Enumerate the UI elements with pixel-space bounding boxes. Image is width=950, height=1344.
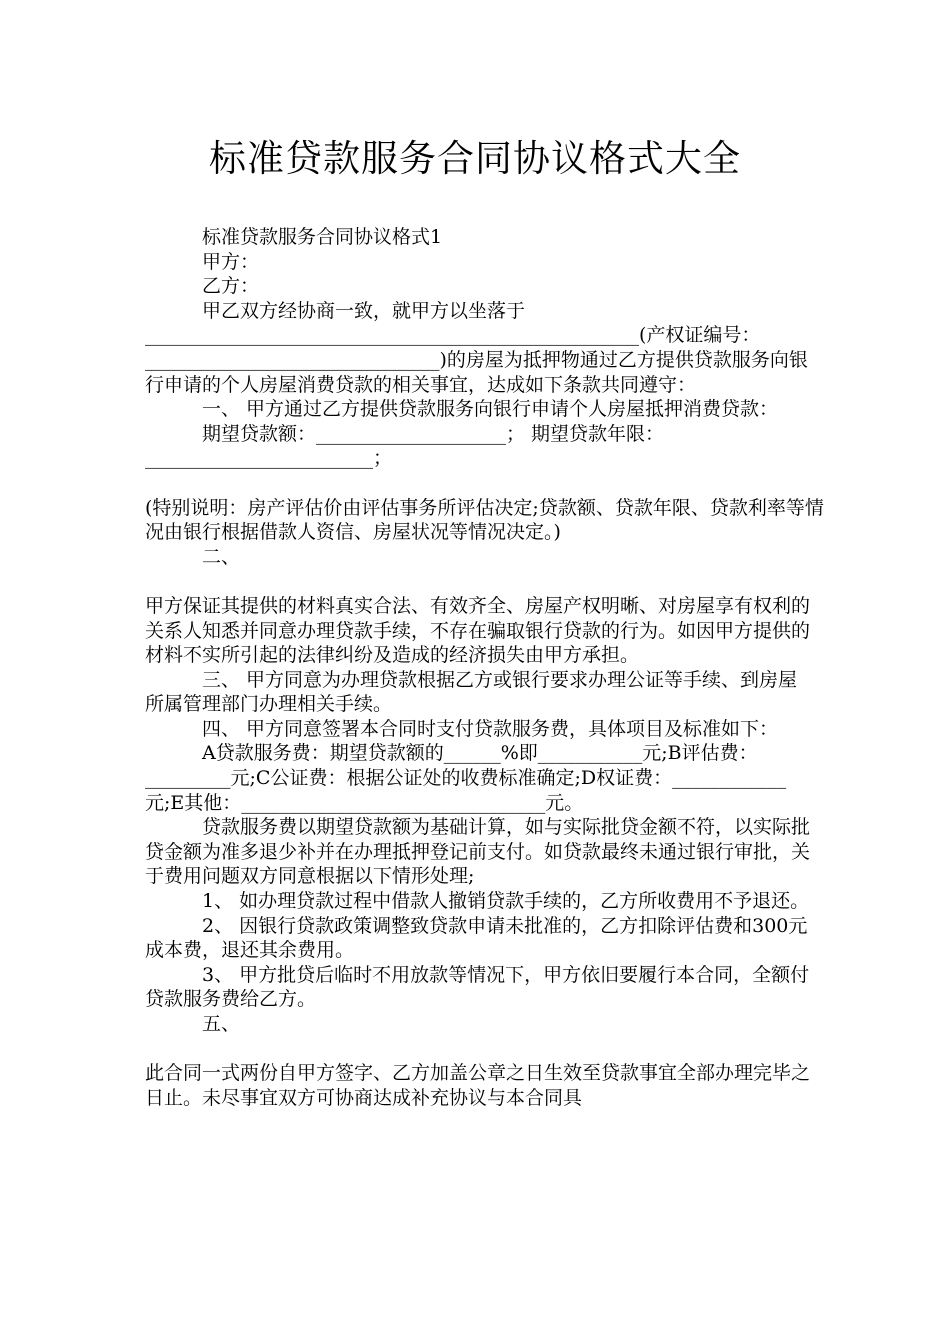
blank-line bbox=[145, 1037, 810, 1062]
clause-5-heading: 五、 bbox=[202, 1013, 241, 1035]
loan-amount-term-line: 期望贷款额：____________________； 期望贷款年限：________________________； bbox=[145, 422, 665, 470]
document-title: 标准贷款服务合同协议格式大全 bbox=[209, 137, 741, 180]
clause-5-paragraph: 此合同一式两份自甲方签字、乙方加盖公章之日生效至贷款事宜全部办理完毕之日止。未尽事宜双方可协商达成补充协议与本合同具 bbox=[145, 1062, 811, 1109]
clause-1-heading: 一、 甲方通过乙方提供贷款服务向银行申请个人房屋抵押消费贷款： bbox=[202, 398, 779, 421]
party-b-line: 乙方： bbox=[202, 275, 260, 298]
blank-line bbox=[145, 471, 810, 496]
clause-4-paragraph: 四、 甲方同意签署本合同时支付贷款服务费，具体项目及标准如下： bbox=[202, 717, 779, 740]
party-a-line: 甲方： bbox=[202, 250, 260, 273]
document-body bbox=[145, 225, 824, 1110]
clause-2-heading: 二、 bbox=[202, 545, 241, 568]
refund-case-2: 2、 因银行贷款政策调整致贷款申请未批准的，乙方扣除评估费和300元成本费，退还其余费用。 bbox=[145, 914, 808, 962]
fee-items-paragraph: A贷款服务费：期望贷款额的______%即___________元;B评估费：_________元;C公证费：根据公证处的收费标准确定;D权证费：____________元;E其他：________________________________元。 bbox=[145, 742, 787, 814]
blank-line bbox=[145, 569, 810, 594]
fee-basis-paragraph: 贷款服务费以期望贷款额为基础计算，如与实际批贷金额不符，以实际批贷金额为准多退少补并在办理抵押登记前支付。如贷款最终未通过银行审批，关于费用问题双方同意根据以下情形处理; bbox=[145, 816, 811, 888]
preamble-paragraph: 甲乙双方经协商一致，就甲方以坐落于____________________________________________________(产权证编号：_______________________________)的房屋为抵押物通过乙方提供贷款服务向银行申请的个人房屋消费贷款的相关事宜，达成如下条款共同遵守： bbox=[145, 299, 808, 396]
section-heading: 标准贷款服务合同协议格式1 bbox=[202, 226, 443, 248]
refund-case-1: 1、 如办理贷款过程中借款人撤销贷款手续的，乙方所收费用不予退还。 bbox=[202, 890, 810, 913]
special-note-paragraph: (特别说明：房产评估价由评估事务所评估决定;贷款额、贷款年限、贷款利率等情况由银行根据借款人资信、房屋状况等情况决定。) bbox=[145, 496, 824, 544]
clause-2-paragraph: 甲方保证其提供的材料真实合法、有效齐全、房屋产权明晰、对房屋享有权利的关系人知悉并同意办理贷款手续，不存在骗取银行贷款的行为。如因甲方提供的材料不实所引起的法律纠纷及造成的经济损失由甲方承担。 bbox=[145, 594, 811, 667]
refund-case-3: 3、 甲方批贷后临时不用放款等情况下，甲方依旧要履行本合同，全额付贷款服务费给乙方。 bbox=[145, 963, 810, 1011]
clause-3-paragraph: 三、 甲方同意为办理贷款根据乙方或银行要求办理公证等手续、到房屋所属管理部门办理相关手续。 bbox=[145, 668, 798, 716]
